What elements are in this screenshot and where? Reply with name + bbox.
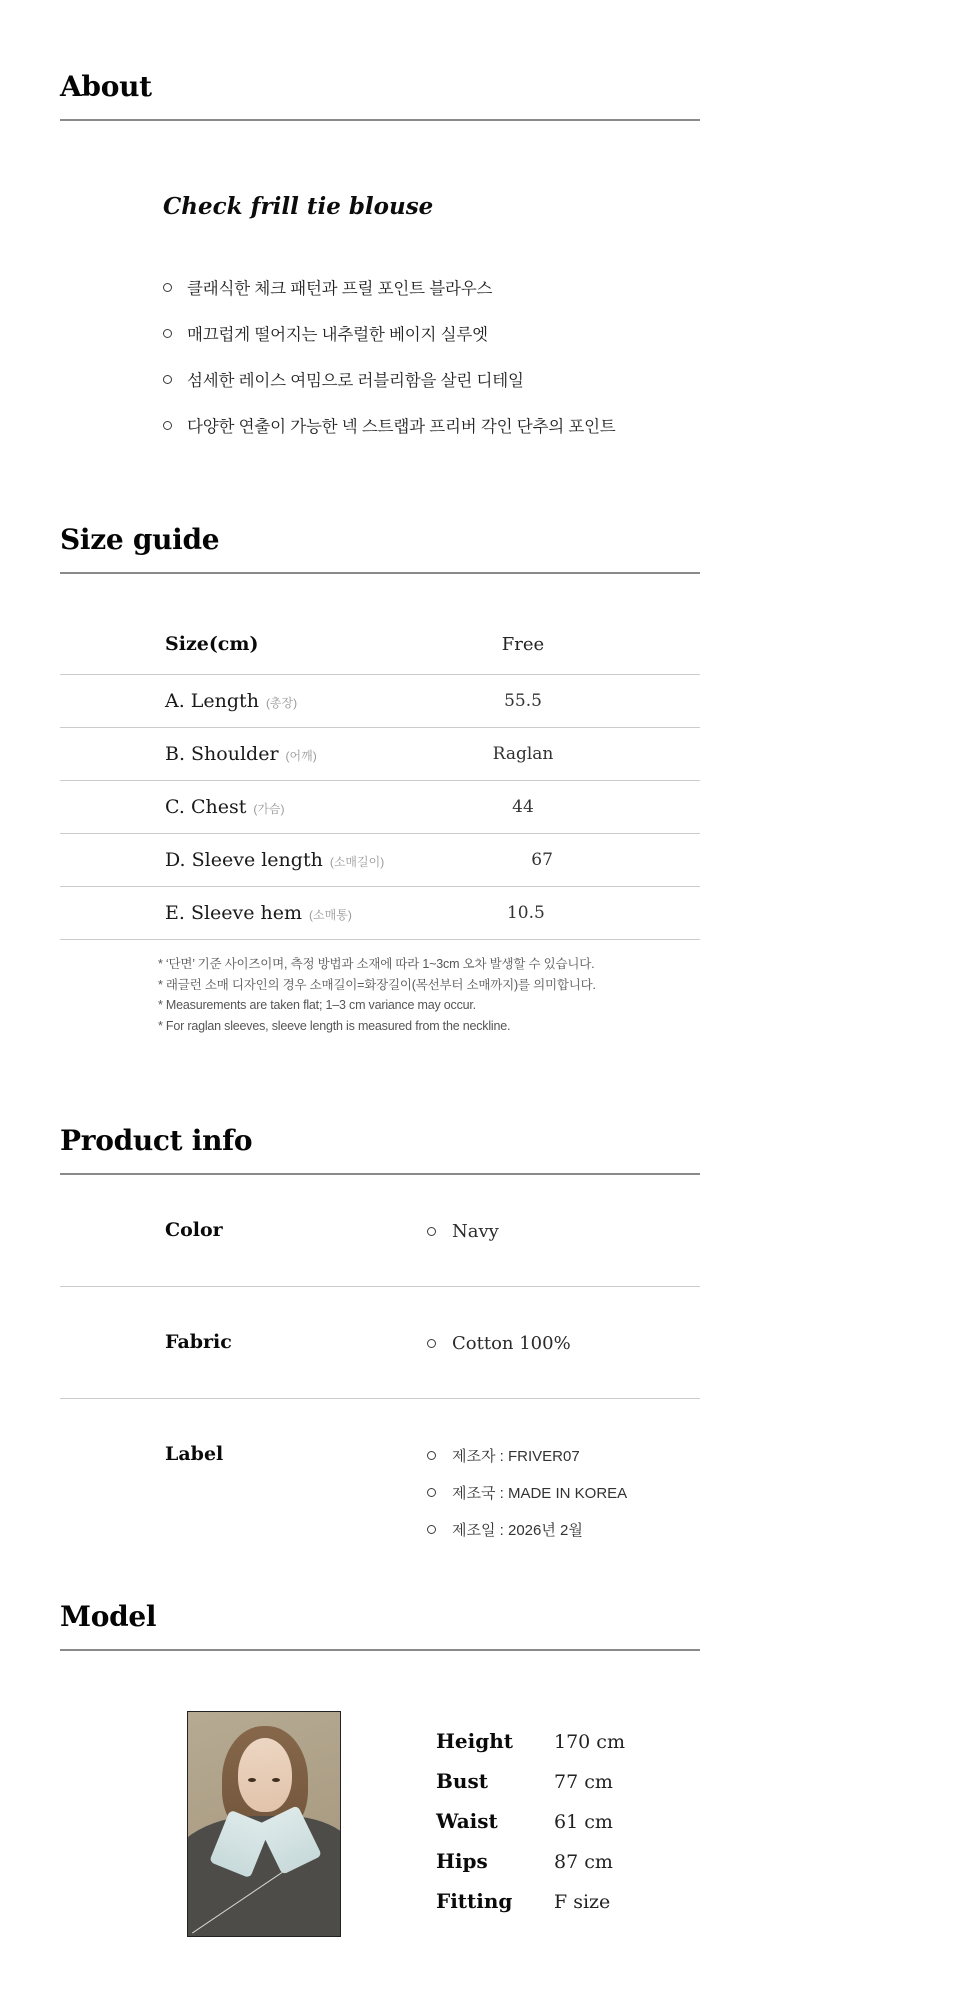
size-column-header: Size(cm) — [165, 633, 259, 655]
table-row — [60, 887, 700, 940]
measurement-value: F size — [554, 1891, 611, 1913]
measurement-row — [436, 1849, 625, 1889]
measure-value: Raglan — [492, 744, 554, 764]
size-guide-section — [60, 523, 700, 1036]
table-row — [60, 834, 700, 887]
free-column-header: Free — [501, 633, 545, 655]
model-measurements — [436, 1729, 625, 1937]
bullet-icon — [163, 375, 172, 384]
measurement-label: Waist — [436, 1809, 498, 1833]
model-photo — [187, 1711, 341, 1937]
bullet-icon — [427, 1525, 436, 1534]
info-value: 제조일 : 2026년 2월 — [452, 1522, 583, 1539]
model-title: Model — [60, 1600, 157, 1633]
measurement-row — [436, 1769, 625, 1809]
measurement-row — [436, 1889, 625, 1929]
measurement-label: Hips — [436, 1849, 488, 1873]
info-value: 제조자 : FRIVER07 — [452, 1448, 580, 1465]
measure-value: 55.5 — [504, 691, 542, 711]
list-item — [163, 415, 700, 435]
table-row — [60, 781, 700, 834]
product-title: Check frill tie blouse — [163, 193, 434, 220]
info-value: Navy — [452, 1221, 499, 1242]
list-item — [427, 1445, 700, 1466]
measure-label-korean: (가슴) — [253, 802, 285, 816]
bullet-icon — [163, 329, 172, 338]
model-eye — [272, 1778, 280, 1782]
model-eye — [248, 1778, 256, 1782]
footnote: * ‘단면’ 기준 사이즈이며, 측정 방법과 소재에 따라 1~3cm 오차 발생할 수 있습니다. — [158, 957, 595, 971]
table-row — [60, 675, 700, 728]
bullet-icon — [427, 1227, 436, 1236]
bullet-text: 다양한 연출이 가능한 넥 스트랩과 프리버 각인 단추의 포인트 — [187, 418, 616, 436]
list-item — [427, 1519, 700, 1540]
measure-label: A. Length — [165, 690, 259, 712]
section-divider — [60, 119, 700, 121]
measurement-row — [436, 1809, 625, 1849]
measurement-label: Bust — [436, 1769, 488, 1793]
bullet-text: 매끄럽게 떨어지는 내추럴한 베이지 실루엣 — [187, 326, 488, 344]
measure-label: D. Sleeve length — [165, 849, 323, 871]
model-section — [60, 1600, 700, 1937]
measurement-label: Height — [436, 1729, 513, 1753]
measure-label-korean: (어깨) — [285, 749, 317, 763]
table-header-row — [60, 614, 700, 675]
about-title: About — [60, 70, 152, 103]
bullet-text: 섬세한 레이스 여밈으로 러블리함을 살린 디테일 — [187, 372, 524, 390]
measure-label: B. Shoulder — [165, 743, 279, 765]
measure-value: 44 — [512, 797, 534, 817]
list-item — [427, 1221, 700, 1242]
measure-label: E. Sleeve hem — [165, 902, 303, 924]
info-row-label — [60, 1399, 700, 1560]
measurement-value: 170 cm — [554, 1731, 625, 1753]
measure-label: C. Chest — [165, 796, 247, 818]
measurement-value: 61 cm — [554, 1811, 613, 1833]
bullet-icon — [427, 1488, 436, 1497]
info-row-color — [60, 1175, 700, 1287]
measure-label-korean: (소매통) — [309, 908, 352, 922]
section-divider — [60, 1649, 700, 1651]
product-info-section — [60, 1124, 700, 1560]
measurement-label: Fitting — [436, 1889, 513, 1913]
measurement-value: 77 cm — [554, 1771, 613, 1793]
measurement-value: 87 cm — [554, 1851, 613, 1873]
size-guide-title: Size guide — [60, 523, 220, 556]
bullet-icon — [163, 283, 172, 292]
measure-label-korean: (소매길이) — [329, 855, 385, 869]
list-item — [163, 369, 700, 389]
footnote: * 래글런 소매 디자인의 경우 소매길이=화장길이(목선부터 소매까지)를 의미합니다. — [158, 977, 596, 992]
size-footnotes — [158, 954, 700, 1036]
info-value: Cotton 100% — [452, 1333, 571, 1354]
measure-value: 10.5 — [506, 903, 545, 923]
info-label: Color — [165, 1219, 223, 1241]
footnote: * For raglan sleeves, sleeve length is measured from the neckline. — [158, 1018, 511, 1033]
table-row — [60, 728, 700, 781]
bullet-icon — [163, 421, 172, 430]
measurement-row — [436, 1729, 625, 1769]
bullet-icon — [427, 1451, 436, 1460]
model-face — [238, 1738, 292, 1812]
info-label: Fabric — [165, 1331, 232, 1353]
measure-value: 67 — [531, 850, 553, 870]
about-section — [60, 70, 700, 435]
info-row-fabric — [60, 1287, 700, 1399]
info-value: 제조국 : MADE IN KOREA — [452, 1485, 628, 1502]
list-item — [163, 277, 700, 297]
list-item — [427, 1482, 700, 1503]
product-info-title: Product info — [60, 1124, 253, 1157]
about-bullet-list — [163, 277, 700, 435]
measure-label-korean: (총장) — [265, 696, 298, 710]
footnote: * Measurements are taken flat; 1–3 cm variance may occur. — [158, 998, 476, 1012]
bullet-text: 클래식한 체크 패턴과 프릴 포인트 블라우스 — [187, 280, 493, 298]
section-divider — [60, 572, 700, 574]
list-item — [163, 323, 700, 343]
bullet-icon — [427, 1339, 436, 1348]
list-item — [427, 1333, 700, 1354]
size-table — [60, 614, 700, 940]
info-label: Label — [165, 1443, 224, 1465]
